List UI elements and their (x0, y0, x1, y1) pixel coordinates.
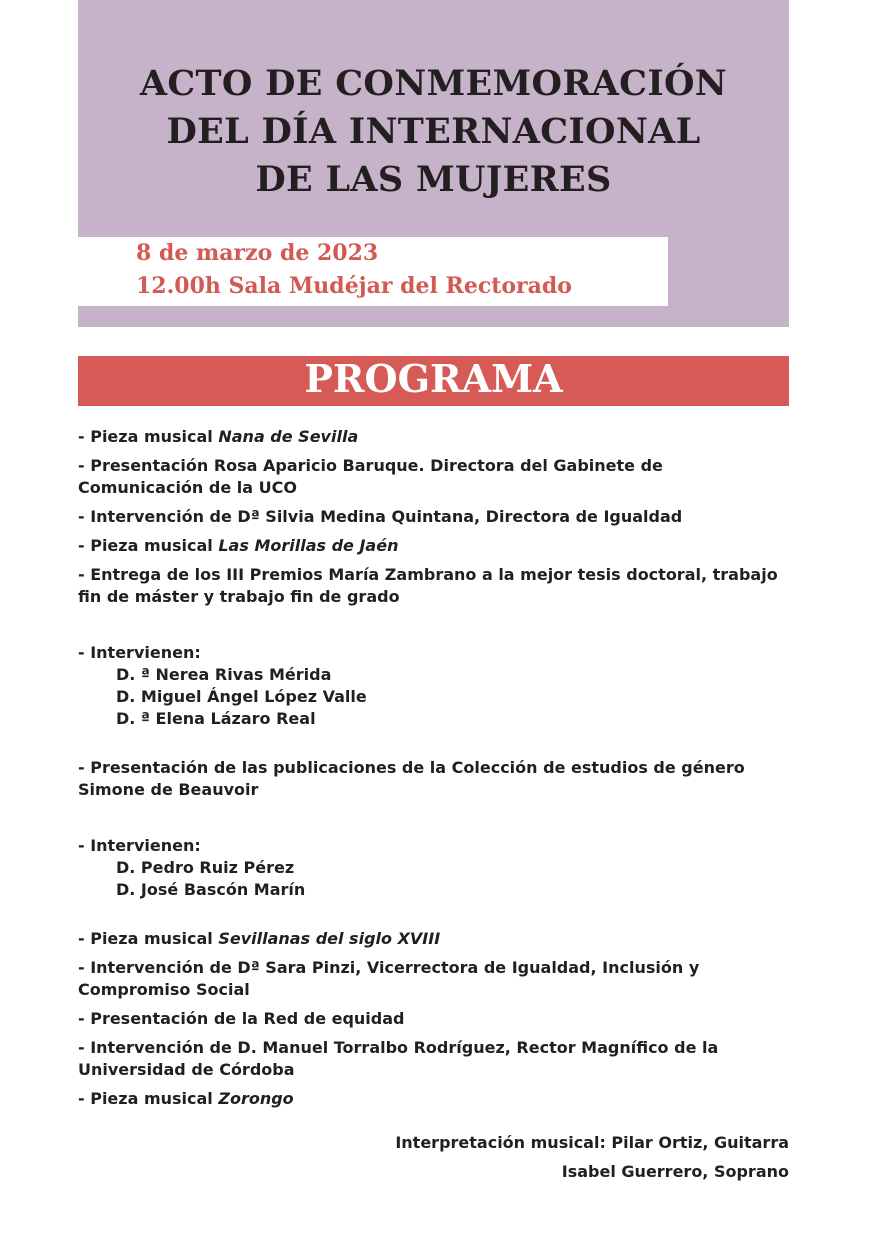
program-list (78, 426, 790, 1117)
credits-line-2: Isabel Guerrero, Soprano (561, 1162, 789, 1181)
piece-title: Zorongo (218, 1089, 294, 1108)
item-text: - Pieza musical (78, 536, 219, 555)
program-item (78, 1088, 790, 1110)
speaker-name: D. ª Elena Lázaro Real (116, 709, 316, 728)
program-item: - Entrega de los III Premios María Zambrano a la mejor tesis doctoral, trabajo fin de máster y trabajo fin de grado (78, 565, 778, 606)
piece-title: Las Morillas de Jaén (218, 536, 399, 555)
speaker-name: D. José Bascón Marín (116, 880, 306, 899)
title-line-1: ACTO DE CONMEMORACIÓN (139, 63, 728, 104)
program-item: - Intervención de Dª Silvia Medina Quintana, Directora de Igualdad (78, 507, 683, 526)
program-item: - Presentación Rosa Aparicio Baruque. Directora del Gabinete de Comunicación de la UCO (78, 456, 663, 497)
title-line-3: DE LAS MUJERES (255, 159, 612, 200)
program-item (78, 928, 790, 950)
program-item: - Intervención de Dª Sara Pinzi, Vicerrectora de Igualdad, Inclusión y Compromiso Social (78, 958, 700, 999)
speaker-name: D. Miguel Ángel López Valle (116, 687, 367, 706)
title-line-2: DEL DÍA INTERNACIONAL (166, 111, 701, 152)
program-item: - Presentación de las publicaciones de la Colección de estudios de género Simone de Beauvoir (78, 758, 745, 799)
program-item (78, 535, 790, 557)
item-text: - Pieza musical (78, 1089, 219, 1108)
intervienen-label: - Intervienen: (78, 836, 201, 855)
event-time-place: 12.00h Sala Mudéjar del Rectorado (136, 273, 572, 299)
date-box (78, 237, 668, 306)
intervienen-label: - Intervienen: (78, 643, 201, 662)
event-title (78, 60, 789, 204)
piece-title: Nana de Sevilla (218, 427, 359, 446)
header-box (78, 0, 789, 327)
speaker-name: D. ª Nerea Rivas Mérida (116, 665, 332, 684)
piece-title: Sevillanas del siglo XVIII (218, 929, 441, 948)
item-text: - Pieza musical (78, 929, 219, 948)
spacer (78, 730, 790, 757)
spacer (78, 615, 790, 642)
item-text: - Pieza musical (78, 427, 219, 446)
speaker-name: D. Pedro Ruiz Pérez (116, 858, 295, 877)
spacer (78, 808, 790, 835)
credits-line-1: Interpretación musical: Pilar Ortiz, Guitarra (395, 1133, 789, 1152)
programa-heading: PROGRAMA (78, 356, 789, 406)
music-credits (395, 1128, 789, 1186)
program-item: - Intervención de D. Manuel Torralbo Rodríguez, Rector Magnífico de la Universidad de Córdoba (78, 1038, 719, 1079)
spacer (78, 901, 790, 928)
program-item (78, 426, 790, 448)
event-date: 8 de marzo de 2023 (136, 240, 379, 266)
program-item: - Presentación de la Red de equidad (78, 1009, 405, 1028)
